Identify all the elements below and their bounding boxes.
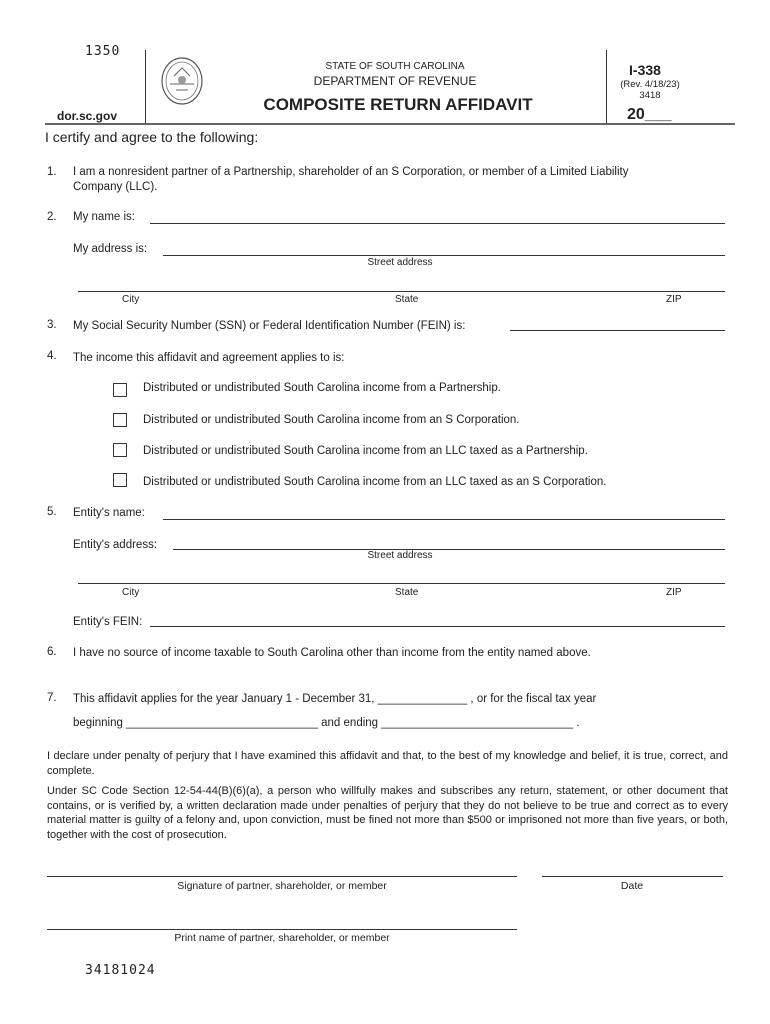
- fiscal-year-text[interactable]: beginning ______________________________ and ending ______________________________ .: [73, 717, 580, 729]
- city-state-zip-field[interactable]: [78, 291, 725, 292]
- page-title: COMPOSITE RETURN AFFIDAVIT: [263, 95, 533, 114]
- form-code: 1350: [85, 44, 121, 59]
- entity-name-field[interactable]: [163, 519, 725, 520]
- checkbox-label: Distributed or undistributed South Carolina income from a Partnership.: [143, 382, 501, 394]
- entity-street-field[interactable]: [173, 549, 725, 550]
- legal-notice: Under SC Code Section 12-54-44(B)(6)(a), a person who willfully makes and subscribes any return, statement, or other document that contains, or is verified by, a written declaration made under penalties of perjury that they do not believe to be true and correct as to every material matter is guilty of a felony and, upon conviction, must be fined not more than $500 or imprisoned not more than five years, or both, together with the cost of prosecution.: [47, 785, 728, 841]
- website: dor.sc.gov: [57, 109, 118, 123]
- city-caption: City: [122, 587, 140, 598]
- checkbox-label: Distributed or undistributed South Carolina income from an S Corporation.: [143, 414, 520, 426]
- checkbox-label: Distributed or undistributed South Carolina income from an LLC taxed as a Partnership.: [143, 445, 588, 457]
- divider: [606, 50, 607, 123]
- street-address-caption: Street address: [367, 257, 433, 268]
- s-corporation-checkbox[interactable]: [113, 413, 127, 427]
- street-address-field[interactable]: [163, 255, 725, 256]
- item-number: 2.: [47, 211, 57, 223]
- income-label: The income this affidavit and agreement applies to is:: [73, 352, 345, 364]
- form-number: I-338: [629, 62, 661, 78]
- entity-city-state-zip-field[interactable]: [78, 583, 725, 584]
- state-name: STATE OF SOUTH CAROLINA: [325, 61, 465, 72]
- department-name: DEPARTMENT OF REVENUE: [313, 74, 477, 88]
- item-1-text: Company (LLC).: [73, 181, 158, 193]
- item-number: 3.: [47, 319, 57, 331]
- divider: [145, 50, 146, 123]
- name-label: My name is:: [73, 211, 135, 223]
- intro-text: I certify and agree to the following:: [45, 129, 259, 145]
- print-name-field[interactable]: [47, 929, 517, 930]
- signature-caption: Signature of partner, shareholder, or member: [177, 880, 387, 892]
- state-caption: State: [395, 587, 419, 598]
- city-caption: City: [122, 294, 140, 305]
- entity-fein-field[interactable]: [150, 626, 725, 627]
- llc-partnership-checkbox[interactable]: [113, 443, 127, 457]
- name-field[interactable]: [150, 223, 725, 224]
- zip-caption: ZIP: [666, 587, 682, 598]
- date-field[interactable]: [542, 876, 723, 877]
- ssn-fein-field[interactable]: [510, 330, 725, 331]
- item-number: 5.: [47, 506, 57, 518]
- item-number: 7.: [47, 692, 57, 704]
- entity-fein-label: Entity's FEIN:: [73, 616, 143, 628]
- item-number: 6.: [47, 646, 57, 658]
- checkbox-label: Distributed or undistributed South Carolina income from an LLC taxed as an S Corporation.: [143, 476, 607, 488]
- print-name-caption: Print name of partner, shareholder, or member: [174, 932, 390, 944]
- llc-s-corporation-checkbox[interactable]: [113, 473, 127, 487]
- date-caption: Date: [620, 880, 644, 892]
- item-number: 1.: [47, 166, 57, 178]
- declaration-text: I declare under penalty of perjury that I have examined this affidavit and that, to the best of my knowledge and belief, it is true, correct, and complete.: [47, 750, 728, 777]
- partnership-checkbox[interactable]: [113, 383, 127, 397]
- tax-year-text[interactable]: This affidavit applies for the year January 1 - December 31, ______________ , or for the fiscal tax year: [73, 693, 597, 705]
- street-address-caption: Street address: [367, 550, 433, 561]
- entity-name-label: Entity's name:: [73, 507, 145, 519]
- form-code-3418: 3418: [639, 90, 661, 101]
- tax-year: 20___: [627, 106, 672, 123]
- ssn-fein-label: My Social Security Number (SSN) or Federal Identification Number (FEIN) is:: [73, 320, 466, 332]
- item-6-text: I have no source of income taxable to South Carolina other than income from the entity named above.: [73, 647, 591, 659]
- zip-caption: ZIP: [666, 294, 682, 305]
- item-number: 4.: [47, 350, 57, 362]
- revision: (Rev. 4/18/23): [620, 79, 680, 90]
- footer-code: 34181024: [85, 963, 156, 978]
- item-1-text: I am a nonresident partner of a Partnership, shareholder of an S Corporation, or member of a Limited Liability: [73, 166, 629, 178]
- state-seal-icon: [160, 56, 204, 106]
- signature-field[interactable]: [47, 876, 517, 877]
- state-caption: State: [395, 294, 419, 305]
- header-rule: [45, 123, 735, 125]
- entity-address-label: Entity's address:: [73, 539, 158, 551]
- address-label: My address is:: [73, 243, 148, 255]
